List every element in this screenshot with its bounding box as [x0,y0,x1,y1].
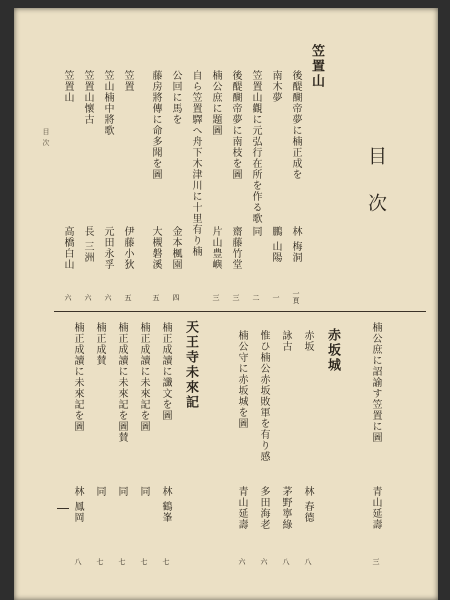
toc-entry-title: 詠古 [280,330,291,352]
toc-entry-page: 三 [372,558,380,565]
toc-entry-author: 林 春德 [302,486,313,524]
toc-entry-page: 六 [260,558,268,565]
toc-entry-page: 八 [304,558,312,565]
toc-entry-author: 同 [94,486,105,497]
toc-entry-author: 茅野寧綠 [280,486,291,530]
toc-entry-title: 笠置山懷古 [82,70,93,125]
toc-entry-title: 笠置 [122,70,133,92]
toc-entry-title: 公回に馬を [170,70,181,125]
toc-entry-author: 同 [116,486,127,497]
horizontal-rule [54,311,426,312]
toc-entry-title: 笠置山觀に元弘行在所を作る歌 [250,70,261,224]
toc-entry-title: 惟ひ楠公赤坂敗軍を有り感 [258,330,269,462]
toc-entry-title: 笠置山 [62,70,73,103]
section-heading-tennoji: 天王寺未來記 [183,320,198,410]
toc-entry-author: 金本楓園 [170,226,181,270]
toc-entry-author: 伊藤小狄 [122,226,133,270]
toc-entry-author: 多田海老 [258,486,269,530]
toc-entry-author: 大槻磐溪 [150,226,161,270]
toc-entry-title: 楠正成賛 [94,322,105,366]
toc-entry-title: 笠山楠中將歌 [102,70,113,136]
section-heading-kasagiyama: 笠置山 [309,44,324,89]
toc-entry-title: 楠正成讀に讖文を圖 [160,322,171,421]
toc-entry-page: 二 [252,294,260,301]
toc-entry-title: 楠公庶に詔諭す笠置に圖 [370,322,381,443]
toc-entry-page: 五 [152,294,160,301]
section-heading-akasaka: 赤坂城 [325,328,340,373]
toc-entry-title: 南木夢 [270,70,281,103]
toc-entry-title: 楠公守に赤坂城を圖 [236,330,247,429]
toc-entry-page: 三 [212,294,220,301]
toc-entry-author: 青山延壽 [370,486,381,530]
toc-entry-title: 自ら笠置驛へ舟下木津川に十里有り楠 [190,70,201,257]
toc-entry-author: 片山豊嶼 [210,226,221,270]
toc-entry-author: 同 [250,226,261,237]
toc-entry-page: 六 [64,294,72,301]
margin-dash-mark [57,508,69,509]
toc-entry-page: 三 [232,294,240,301]
toc-entry-title: 藤房將傳に命多聞を圖 [150,70,161,180]
toc-entry-page: 五 [124,294,132,301]
toc-entry-title: 楠正成讀に未來記を圖 [72,322,83,432]
toc-entry-title: 楠正成讀に未來記を圖 [138,322,149,432]
toc-entry-page: 四 [172,294,180,301]
toc-entry-author: 林 鶴峯 [160,486,171,524]
toc-entry-title: 後醍醐帝夢に楠正成を [290,70,301,180]
toc-entry-page: 六 [104,294,112,301]
toc-entry-author: 高橋白山 [62,226,73,270]
toc-entry-page: 六 [84,294,92,301]
toc-entry-page: 八 [74,558,82,565]
toc-entry-page: 七 [162,558,170,565]
toc-entry-page: 一 [272,294,280,301]
toc-entry-title: 赤坂 [302,330,313,352]
toc-entry-page: 一頁 [292,290,300,304]
toc-entry-author: 元田永孚 [102,226,113,270]
toc-entry-author: 鵬 山陽 [270,226,281,264]
toc-entry-page: 七 [118,558,126,565]
page-title: 目次 [365,146,387,240]
toc-entry-author: 齋藤竹堂 [230,226,241,270]
toc-entry-page: 六 [238,558,246,565]
toc-entry-page: 七 [96,558,104,565]
toc-entry-author: 青山延壽 [236,486,247,530]
toc-entry-author: 同 [138,486,149,497]
toc-entry-title: 楠公庶に題圖 [210,70,221,136]
book-page [14,8,438,600]
toc-entry-page: 八 [282,558,290,565]
toc-entry-author: 長 三洲 [82,226,93,264]
toc-entry-page: 七 [140,558,148,565]
running-header: 目次 [42,128,50,150]
toc-entry-title: 楠正成讀に未來記を圖賛 [116,322,127,443]
toc-entry-author: 林 梅洞 [290,226,301,264]
toc-entry-author: 林 鳳岡 [72,486,83,524]
toc-entry-title: 後醍醐帝夢に南枝を圖 [230,70,241,180]
